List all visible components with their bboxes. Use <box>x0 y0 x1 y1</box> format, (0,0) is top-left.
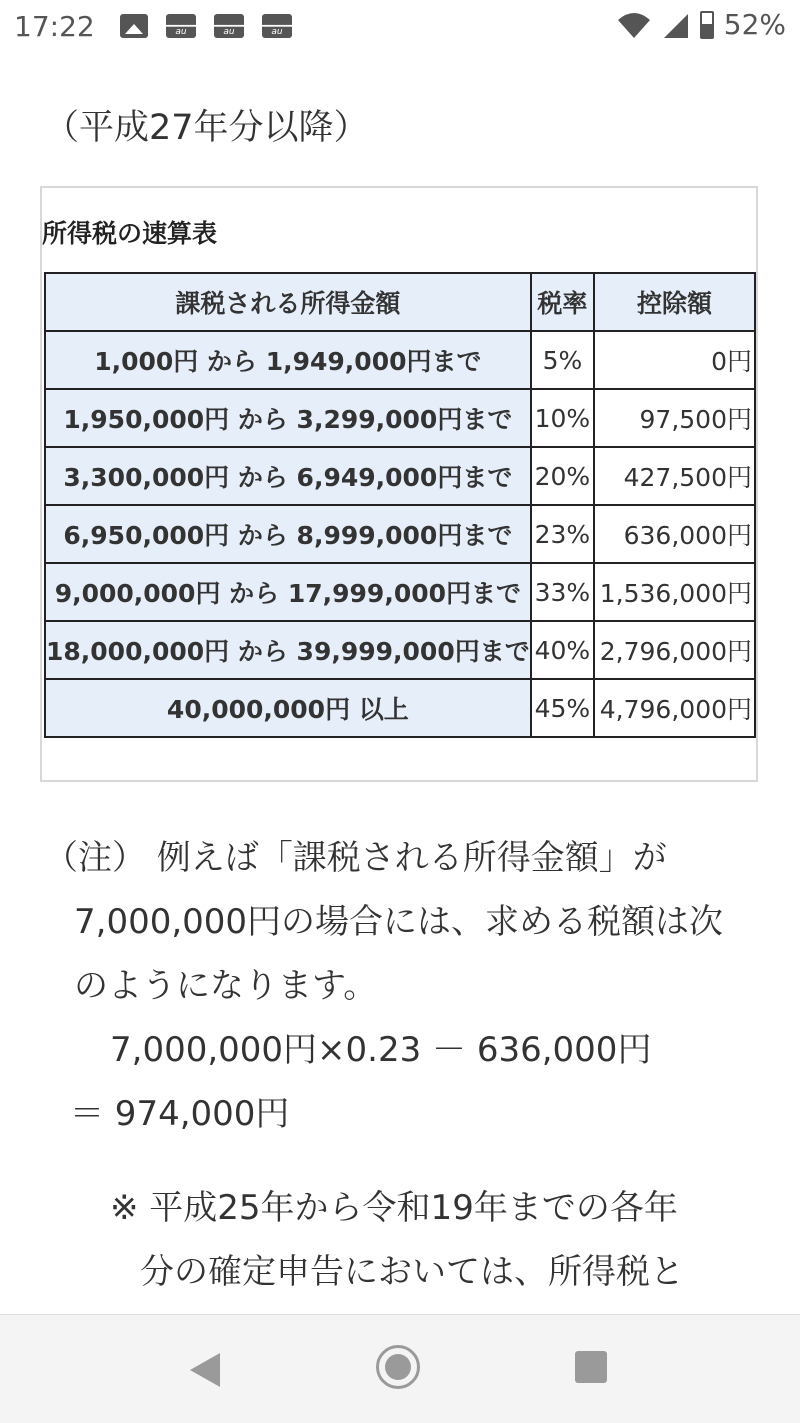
table-row <box>45 389 755 447</box>
rate-cell: 45% <box>531 679 594 737</box>
battery-icon <box>700 11 714 39</box>
rate-cell: 5% <box>531 331 594 389</box>
rate-cell: 20% <box>531 447 594 505</box>
income-range-cell: 6,950,000円 から 8,999,000円まで <box>45 505 531 563</box>
note-line: （注） 例えば「課税される所得金額」が <box>44 838 667 878</box>
deduction-cell: 0円 <box>594 331 755 389</box>
system-icons <box>616 8 786 41</box>
page-heading: （平成27年分以降） <box>44 108 369 148</box>
table-header-row <box>45 273 755 331</box>
deduction-cell: 4,796,000円 <box>594 679 755 737</box>
income-range-cell: 1,950,000円 から 3,299,000円まで <box>45 389 531 447</box>
note-line: のようになります。 <box>74 966 378 1006</box>
table-row <box>45 331 755 389</box>
table-row <box>45 679 755 737</box>
tax-table-card <box>40 186 758 782</box>
table-row <box>45 621 755 679</box>
mail-icon: au <box>166 14 196 38</box>
table-row <box>45 563 755 621</box>
battery-percent: 52% <box>723 8 786 41</box>
status-time: 17:22 <box>14 10 95 43</box>
deduction-cell: 636,000円 <box>594 505 755 563</box>
income-range-cell: 3,300,000円 から 6,949,000円まで <box>45 447 531 505</box>
mail-icon: au <box>262 14 292 38</box>
mail-icon: au <box>214 14 244 38</box>
signal-icon <box>662 10 690 40</box>
rate-cell: 23% <box>531 505 594 563</box>
deduction-cell: 427,500円 <box>594 447 755 505</box>
wifi-icon <box>616 10 652 40</box>
notification-icons <box>120 14 292 38</box>
deduction-cell: 97,500円 <box>594 389 755 447</box>
rate-cell: 33% <box>531 563 594 621</box>
tax-rate-table <box>44 272 756 738</box>
system-nav-bar <box>0 1314 800 1423</box>
deduction-cell: 1,536,000円 <box>594 563 755 621</box>
home-icon[interactable] <box>376 1345 420 1389</box>
example-result: ＝ 974,000円 <box>70 1094 290 1134</box>
header-income: 課税される所得金額 <box>45 273 531 331</box>
income-range-cell: 40,000,000円 以上 <box>45 679 531 737</box>
remark-line: 分の確定申告においては、所得税と <box>140 1252 684 1292</box>
back-icon[interactable] <box>190 1353 220 1387</box>
table-caption: 所得税の速算表 <box>42 219 218 248</box>
rate-cell: 10% <box>531 389 594 447</box>
recent-apps-icon[interactable] <box>575 1351 607 1383</box>
status-bar <box>0 0 800 56</box>
rate-cell: 40% <box>531 621 594 679</box>
income-range-cell: 18,000,000円 から 39,999,000円まで <box>45 621 531 679</box>
deduction-cell: 2,796,000円 <box>594 621 755 679</box>
income-range-cell: 9,000,000円 から 17,999,000円まで <box>45 563 531 621</box>
header-deduction: 控除額 <box>594 273 755 331</box>
note-line: 7,000,000円の場合には、求める税額は次 <box>74 902 724 942</box>
example-formula: 7,000,000円×0.23 － 636,000円 <box>110 1030 652 1070</box>
income-range-cell: 1,000円 から 1,949,000円まで <box>45 331 531 389</box>
table-row <box>45 505 755 563</box>
header-rate: 税率 <box>531 273 594 331</box>
remark-line: ※ 平成25年から令和19年までの各年 <box>110 1188 678 1228</box>
gallery-icon <box>120 14 148 38</box>
table-row <box>45 447 755 505</box>
